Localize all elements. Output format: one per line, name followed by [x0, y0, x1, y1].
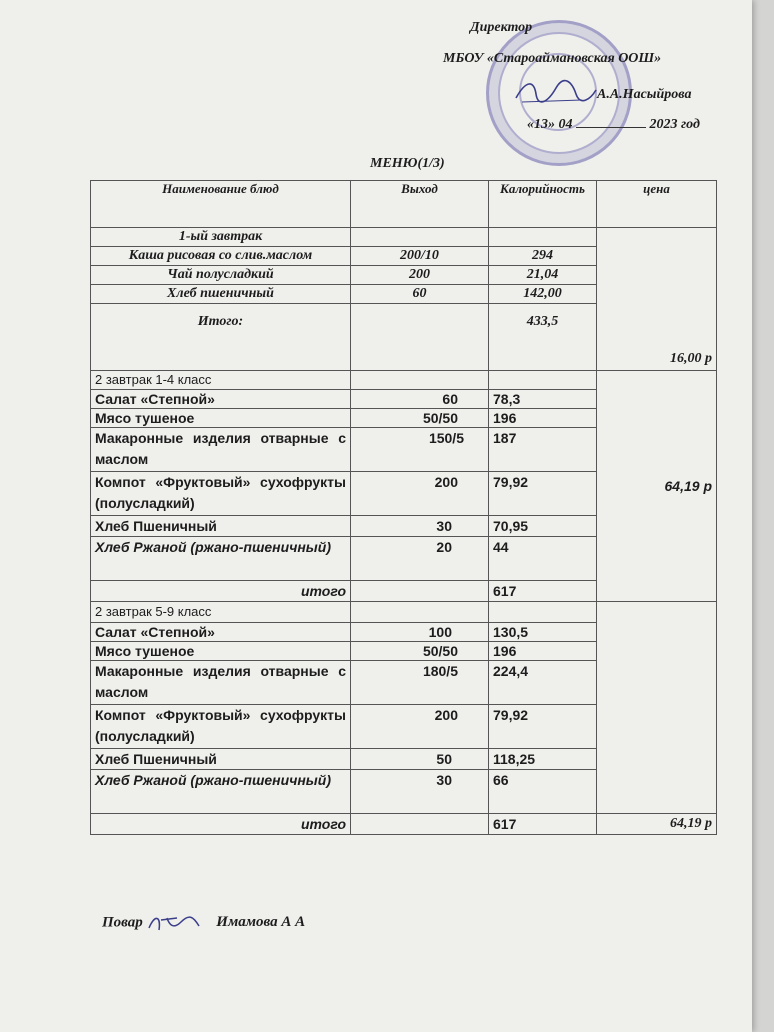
total-row [91, 814, 717, 835]
dish-calories: 79,92 [489, 705, 597, 749]
dish-calories: 79,92 [489, 472, 597, 516]
dish-yield: 200 [351, 266, 489, 285]
date-year: 2023 год [649, 117, 700, 132]
cook-signature [147, 912, 203, 934]
date-day: «13» [527, 117, 555, 132]
price-breakfast1: 16,00 р [597, 228, 717, 371]
cook-role: Повар [102, 914, 143, 931]
school-name: МБОУ «Староаймановская ООШ» [443, 51, 662, 66]
dish-yield: 30 [351, 770, 489, 814]
dish-name: Чай полусладкий [91, 266, 351, 285]
director-signature [512, 76, 598, 106]
col-header-yield: Выход [351, 181, 489, 228]
dish-calories: 224,4 [489, 661, 597, 705]
section-heading-row [91, 602, 717, 623]
dish-calories: 78,3 [489, 390, 597, 409]
dish-yield: 150/5 [351, 428, 489, 472]
section-heading: 2 завтрак 5-9 класс [91, 602, 351, 623]
dish-calories: 294 [489, 247, 597, 266]
dish-yield: 50/50 [351, 642, 489, 661]
col-header-calories: Калорийность [489, 181, 597, 228]
section-heading: 2 завтрак 1-4 класс [91, 371, 351, 390]
cook-name: Имамова А А [216, 914, 306, 931]
dish-calories: 196 [489, 642, 597, 661]
col-header-price: цена [597, 181, 717, 228]
col-header-name: Наименование блюд [91, 181, 351, 228]
menu-table [90, 180, 717, 835]
director-name: А.А.Насыйрова [597, 87, 692, 102]
total-calories: 617 [489, 814, 597, 835]
dish-yield: 200 [351, 705, 489, 749]
dish-name: Компот «Фруктовый» сухофрукты (полусладкий) [91, 472, 351, 516]
date-month: 04 [558, 117, 573, 132]
price-breakfast2a: 64,19 р [597, 371, 717, 602]
dish-name: Салат «Степной» [91, 623, 351, 642]
total-label: Итого: [91, 304, 351, 371]
dish-name: Мясо тушеное [91, 409, 351, 428]
dish-calories: 118,25 [489, 749, 597, 770]
dish-yield: 200/10 [351, 247, 489, 266]
dish-name: Хлеб Пшеничный [91, 749, 351, 770]
dish-yield: 180/5 [351, 661, 489, 705]
dish-yield: 20 [351, 537, 489, 581]
section-heading-row [91, 371, 717, 390]
dish-yield: 50/50 [351, 409, 489, 428]
dish-name: Компот «Фруктовый» сухофрукты (полусладкий) [91, 705, 351, 749]
total-label: итого [91, 581, 351, 602]
approval-date [527, 117, 700, 133]
section-heading-row [91, 228, 717, 247]
dish-calories: 142,00 [489, 285, 597, 304]
dish-calories: 66 [489, 770, 597, 814]
dish-calories: 130,5 [489, 623, 597, 642]
dish-calories: 21,04 [489, 266, 597, 285]
dish-yield: 60 [351, 285, 489, 304]
dish-name: Хлеб Пшеничный [91, 516, 351, 537]
dish-calories: 70,95 [489, 516, 597, 537]
dish-name: Хлеб Ржаной (ржано-пшеничный) [91, 770, 351, 814]
dish-yield: 100 [351, 623, 489, 642]
total-calories: 433,5 [489, 304, 597, 371]
director-heading: Директор [470, 20, 533, 35]
price-breakfast2b: 64,19 р [597, 814, 717, 835]
section-heading: 1-ый завтрак [91, 228, 351, 247]
dish-name: Салат «Степной» [91, 390, 351, 409]
dish-name: Хлеб пшеничный [91, 285, 351, 304]
total-label: итого [91, 814, 351, 835]
dish-yield: 50 [351, 749, 489, 770]
dish-calories: 187 [489, 428, 597, 472]
dish-name: Хлеб Ржаной (ржано-пшеничный) [91, 537, 351, 581]
dish-calories: 44 [489, 537, 597, 581]
dish-yield: 30 [351, 516, 489, 537]
dish-calories: 196 [489, 409, 597, 428]
table-header-row [91, 181, 717, 228]
dish-name: Мясо тушеное [91, 642, 351, 661]
dish-name: Макаронные изделия отварные с маслом [91, 428, 351, 472]
dish-yield: 200 [351, 472, 489, 516]
dish-name: Каша рисовая со слив.маслом [91, 247, 351, 266]
dish-yield: 60 [351, 390, 489, 409]
total-calories: 617 [489, 581, 597, 602]
footer-signature [102, 912, 305, 934]
dish-name: Макаронные изделия отварные с маслом [91, 661, 351, 705]
menu-title: МЕНЮ(1/3) [370, 156, 445, 171]
